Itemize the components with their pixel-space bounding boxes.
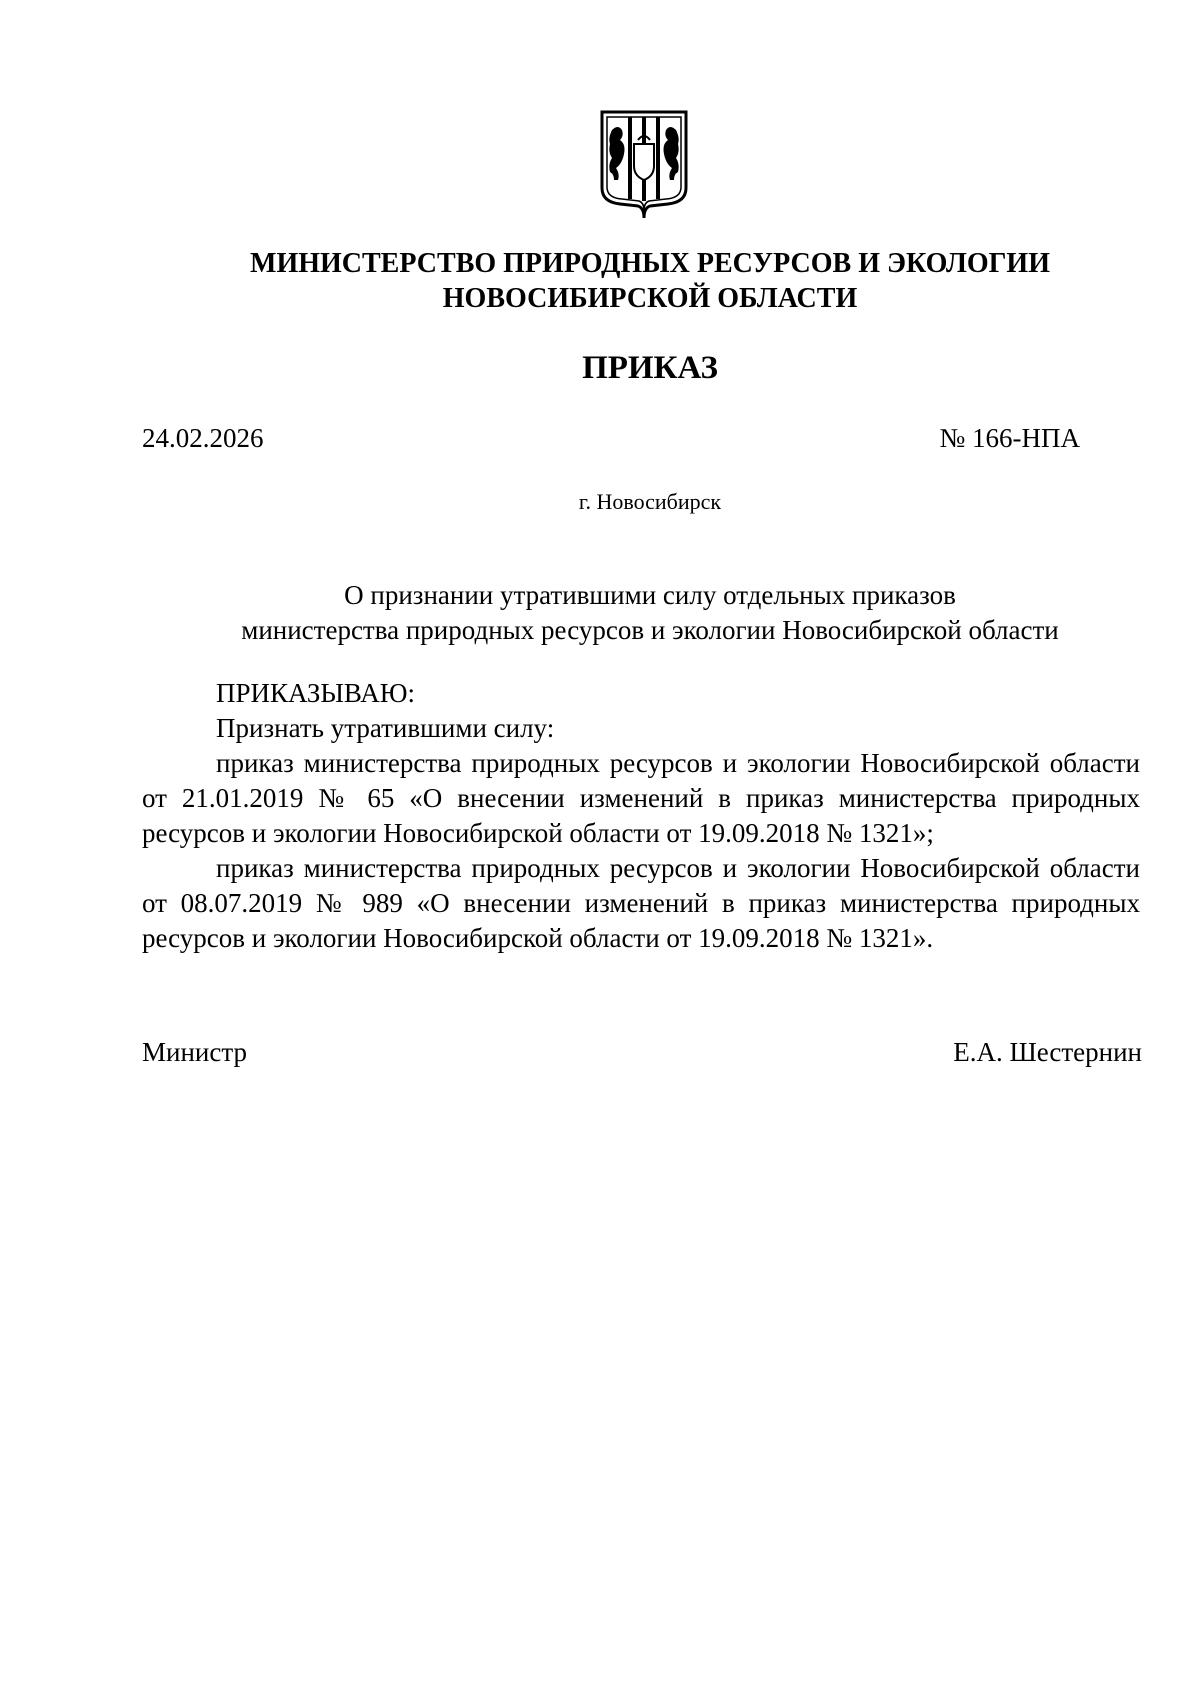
- document-subject: [140, 578, 1160, 648]
- document-number: № 166-НПА: [939, 423, 1080, 453]
- document-body: [142, 676, 1140, 956]
- subject-line2: министерства природных ресурсов и экологии Новосибирской области: [241, 615, 1059, 645]
- document-city: г. Новосибирск: [578, 489, 722, 514]
- document-date: 24.02.2026: [142, 423, 264, 453]
- order-intro: Признать утратившими силу:: [216, 713, 555, 743]
- ministry-name: [140, 246, 1160, 316]
- coat-of-arms-icon: [598, 110, 690, 220]
- ministry-name-line1: МИНИСТЕРСТВО ПРИРОДНЫХ РЕСУРСОВ И ЭКОЛОГИИ: [250, 248, 1050, 279]
- subject-line1: О признании утратившими силу отдельных приказов: [344, 580, 956, 610]
- repealed-order-item: приказ министерства природных ресурсов и экологии Новосибирской области от 21.01.2019 № 65 «О внесении изменений в приказ министерства природных ресурсов и экологии Новосибирской области от 19.09.2018 № 1321»;: [142, 748, 1140, 848]
- order-command: ПРИКАЗЫВАЮ:: [216, 678, 415, 708]
- signature-name: Е.А. Шестернин: [953, 1037, 1142, 1067]
- document-type-title: ПРИКАЗ: [582, 350, 718, 386]
- repealed-order-item: приказ министерства природных ресурсов и экологии Новосибирской области от 08.07.2019 № 989 «О внесении изменений в приказ министерства природных ресурсов и экологии Новосибирской области от 19.09.2018 № 1321».: [142, 853, 1140, 953]
- ministry-name-line2: НОВОСИБИРСКОЙ ОБЛАСТИ: [442, 283, 858, 314]
- signature-role: Министр: [142, 1037, 247, 1067]
